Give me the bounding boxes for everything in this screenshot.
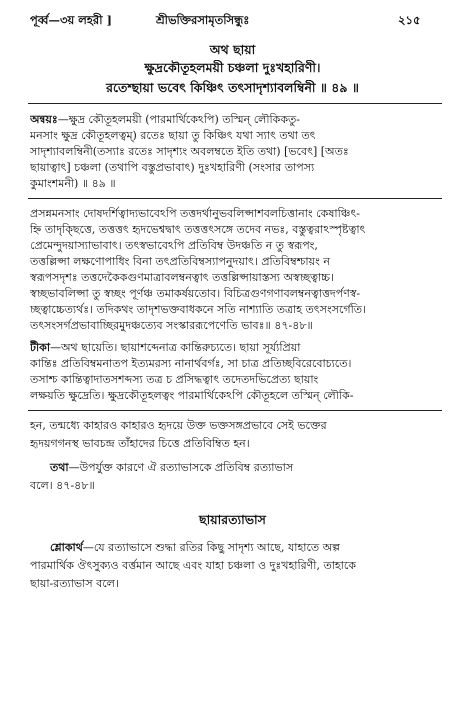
tatha-label: তথা [50,461,69,474]
bengali-line-2: হৃদয়গগনস্থ ভাবচন্দ্র তাঁহাদের চিত্তে প্রতিবিম্বিত হন। [30,437,250,450]
commentary-line-2: হ্নি তাদৃক্ছিত্তে, তত্তত্তৎ হৃদভেশ্বদ্বাৎ তত্তত্তৎসঙ্গে তদেব নভঃ, বস্তুত্বরাঽস্পৃষ্টত্বাৎ [30,223,366,236]
commentary-line-1: প্রসন্নমনসাং দোষদর্শিত্বাদ্যভাবেঽপি তত্তদর্থানুভবলিপ্সাশবলচিত্তানাং কেষাঞ্চিৎ- [30,207,360,220]
tika-line-1: টীকা—অথ ছায়েতি। ছায়াশব্দেনাত্র কান্তিরুচ্যতে। ছায়া সূর্য্যপ্রিয়া [30,341,301,354]
commentary-line-6: স্বচ্ছভাবলিপ্সা তু স্বচ্ছং পূর্ণঞ্চ তমাকর্ষয়তোব। বিচিত্রগুণগণাবলম্বনত্বাত্তদর্পণস্ব- [30,287,361,300]
slokartha-line-1: শ্লোকার্থ—যে রত্যাভাসে শুদ্ধা রতির কিছু সাদৃশ্য আছে, যাহাতে অল্প [50,541,341,554]
anvaya-line-5: কুমাংশমনী) ॥ ৪৯ ॥ [30,177,116,190]
verse-line-2: রতেশ্ছায়া ভবেৎ কিঞ্চিৎ তৎসাদৃশ্যাবলম্বিনী ॥ ৪৯ ॥ [106,80,359,95]
anvaya-line-3: সাদৃশ্যাবলম্বিনী(তস্যাঃ রতেঃ সাদৃশ্যং অবলম্বতে ইতি তথা) [ভবেৎ] [অতঃ [30,145,349,158]
verse-line-1: ক্ষুদ্রকৌতূহলময়ী চঞ্চলা দুঃখহারিণী। [144,60,321,75]
commentary-line-3: প্রেমেন্দুদয়াস্যাভাবাৎ। তৎস্বভাবেঽপি প্রতিবিম্ব উদঞ্চতি ন তু স্বরূপং, [30,239,318,252]
tika-line-2: কান্তিঃ প্রতিবিম্বমনাতপ ইত্যমরস্য নানার্থবর্গঃ, সা চাত্র প্রতিচ্ছবিরেবোচ্যতে। [30,357,352,370]
page-number: ২১৫ [398,13,421,27]
anvaya-label: অন্বয়ঃ [30,113,58,126]
anvaya-line-2: মনসাং ক্ষুদ্র কৌতূহলত্বম্) রতেঃ ছায়া তু কিঞ্চিৎ যথা স্যাৎ তথা তৎ [30,129,316,142]
chapter-header: পূর্ব্ব—৩য় লহরী ] [30,13,112,27]
tika-label: টীকা [30,341,51,354]
separator-bottom [28,410,442,411]
bengali-line-1: হন, তন্মধ্যে কাহারও কাহারও হৃদয়ে উক্ত ভক্তসঙ্গপ্রভাবে সেই ভক্তের [30,419,327,432]
commentary-line-7: চ্ছত্বাচ্চেত্যর্থঃ। তদিকথং তাদৃশভক্তবাধকনে সতি নাশ্যাতি তত্রাহ তৎসংসর্গেতি। [30,303,366,316]
tika-line-4: লক্ষয়তি ক্ষুদ্রেতি। ক্ষুদ্রকৌতূহলত্বং পারমার্থিকেঽপি কৌতূহলে তস্মিন্ লৌকি- [30,389,354,402]
tatha-line-1: তথা—উপর্যুক্ত কারণে ঐ রত্যাভাসকে প্রতিবিম্ব রত্যাভাস [50,461,294,474]
anvaya-line-4: ছায়াত্বাৎ] চঞ্চলা (তথাপি বস্তুপ্রভাবাৎ) দুঃখহারিণী (সংসার তাপস্য [30,161,315,174]
slokartha-line-3: ছায়া-রত্যাভাস বলে। [30,577,119,590]
commentary-line-5: স্বরূপসদৃশঃ তত্তদেকৈকগুণমাত্রাবলম্বনত্বাৎ তত্তল্লিপ্সায়াস্তস্য অস্বচ্ছত্বাচ্চ। [30,271,334,284]
book-title: শ্রীভক্তিরসামৃতসিন্ধুঃ [156,13,250,27]
commentary-line-8: তৎসংসর্গপ্রভাবাচ্ছিরমুদঞ্চত্যেব সংস্কাররূপেণেতি ভাবঃ॥ ৪৭-৪৮॥ [30,319,313,332]
verse-title: অথ ছায়া [209,42,256,57]
tatha-line-2: বলে। ৪৭-৪৮॥ [30,479,95,492]
anvaya-line-1: অন্বয়ঃ—ক্ষুদ্র কৌতূহলময়ী (পারমার্থিকেঽপি) তস্মিন্ লৌকিকতু- [30,113,301,126]
section-title: ছায়ারত্যাভাস [199,512,266,527]
separator-mid [28,198,442,199]
separator-top [28,103,442,104]
tika-line-3: তসাশ্চ কান্তিত্বাদাতসশব্দস্য তত্র চ প্রসিদ্ধত্বাৎ তদেতদভিপ্রেত্য ছায়াং [30,373,319,386]
slokartha-label: শ্লোকার্থ [50,541,83,554]
slokartha-line-2: পারমার্থিক ঔৎসুক্যও বর্ত্তমান আছে এবং যাহা চঞ্চলা ও দুঃখহারিণী, তাহাকে [30,559,356,572]
commentary-line-4: তত্তল্লিপ্সা লক্ষণোপাধিং বিনা তৎপ্রতিবিম্বস্যাপনুদয়াৎ। প্রতিবিম্বশ্চায়ং ন [30,255,330,268]
